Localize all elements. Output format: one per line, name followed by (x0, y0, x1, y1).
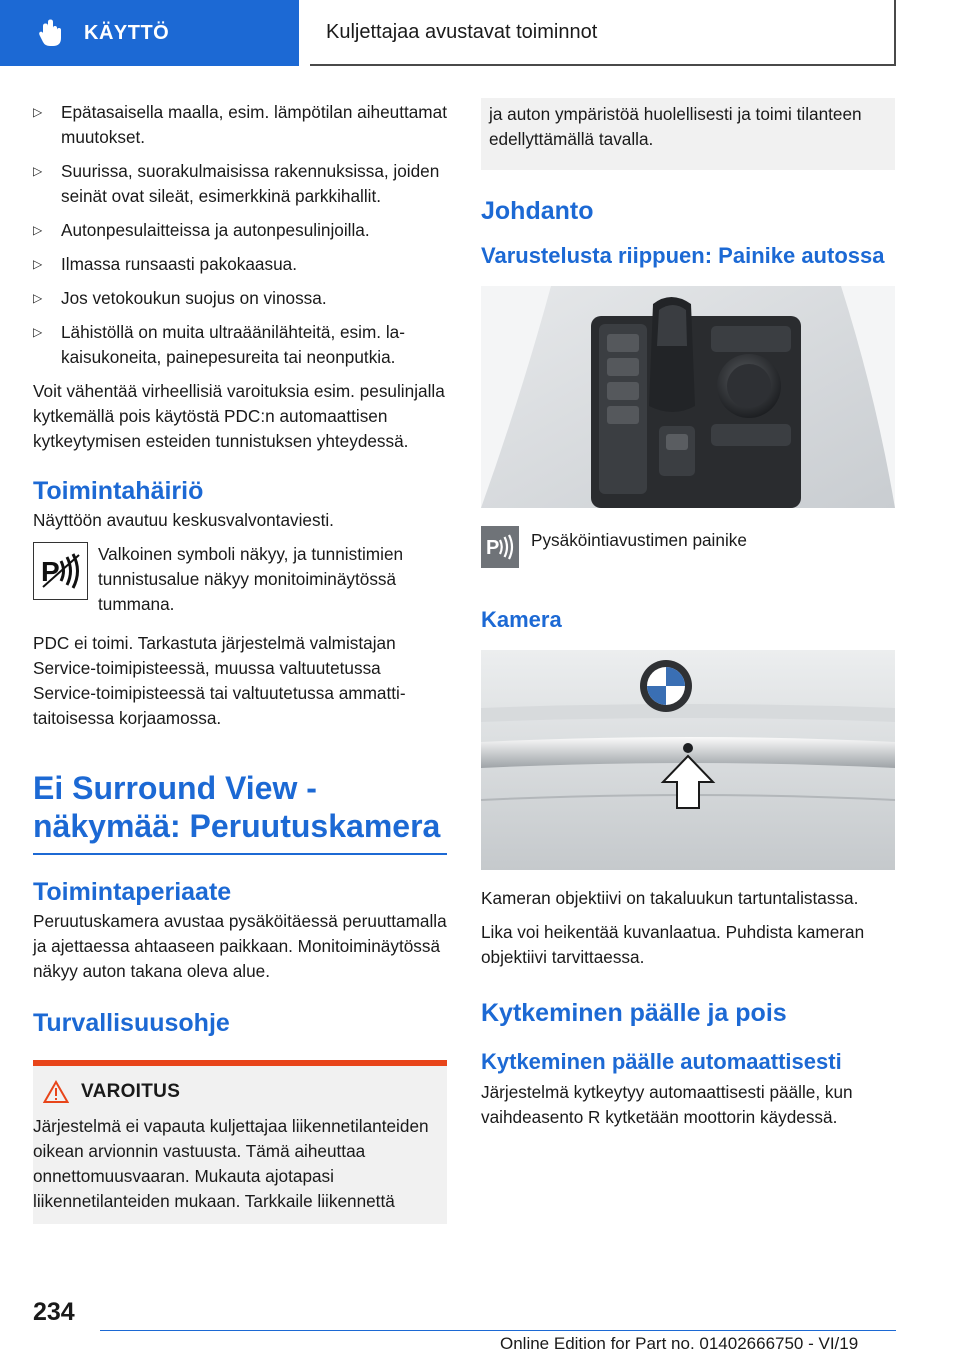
section-title: Kuljettajaa avustavat toiminnot (326, 20, 598, 43)
warning-triangle-icon (43, 1080, 69, 1104)
chapter-heading-block (33, 769, 447, 855)
button-caption: Pysäköintiavustimen painike (531, 530, 747, 550)
list-item: ▷ Jos vetokoukun suojus on vinossa. (33, 286, 447, 311)
paragraph-camera-location: Kameran objektiivi on takaluukun tartuntalistassa. (481, 888, 859, 908)
left-column (33, 100, 447, 1224)
rear-camera-photo (481, 650, 895, 870)
page-header (0, 0, 960, 66)
heading-principle: Toimintaperiaate (33, 878, 232, 906)
heading-safety: Turvallisuusohje (33, 1009, 230, 1037)
hand-pointer-icon (34, 16, 68, 50)
paragraph-camera-dirt: Lika voi heikentää kuvanlaatua. Puhdista kameran objektiivi tarvittaessa. (481, 922, 865, 967)
list-item: ▷ Ilmassa runsaasti pakokaasua. (33, 252, 447, 277)
list-item: ▷ Suurissa, suorakulmaisissa rakennuksissa, joiden seinät ovat sileät, esimerkkinä parkkihallit. (33, 159, 447, 209)
heading-auto-switch-on: Kytkeminen päälle automaattisesti (481, 1049, 842, 1074)
chapter-heading-line2: näkymää: Peruutuskamera (33, 808, 441, 844)
warning-title: VAROITUS (81, 1081, 181, 1102)
warning-continuation: ja auton ympäristöä huolellisesti ja toimi tilanteen edellyttämällä tavalla. (481, 98, 895, 170)
heading-button-in-car: Varustelusta riippuen: Painike autossa (481, 243, 885, 268)
list-item: ▷ Lähistöllä on muita ultraäänilähteitä, esim. lakaisukoneita, painepesureita tai neonputkia. (33, 320, 447, 370)
heading-switch-on-off: Kytkeminen päälle ja pois (481, 999, 787, 1027)
paragraph-principle: Peruutuskamera avustaa pysäköitäessä peruuttamalla ja ajettaessa ahtaaseen paikkaan. Monitoiminäytössä näkyy auton takana oleva alue. (33, 911, 447, 981)
pdc-symbol-row (33, 542, 447, 617)
pdc-warning-icon (33, 542, 88, 600)
edition-footer: Online Edition for Part no. 01402666750 - VI/19 (500, 1334, 859, 1353)
warning-header (33, 1080, 447, 1104)
chapter-heading-line1: Ei Surround View - (33, 770, 317, 806)
list-item: ▷ Autonpesulaitteissa ja autonpesulinjoilla. (33, 218, 447, 243)
page-number: 234 (33, 1298, 75, 1326)
warning-text: Järjestelmä ei vapauta kuljettajaa liikennetilanteiden oikean arvionnin vastuusta. Tämä aiheuttaa onnettomuusvaaran. Mukauta ajotapasi liikennetilanteiden mukaan. Tarkkaile liikennettä (33, 1116, 429, 1211)
center-console-photo (481, 286, 895, 508)
heading-malfunction: Toimintahäiriö (33, 477, 204, 505)
interference-list (33, 100, 447, 370)
list-item: ▷ Epätasaisella maalla, esim. lämpötilan aiheuttamat muutokset. (33, 100, 447, 150)
heading-camera: Kamera (481, 607, 562, 632)
chapter-tab-label: KÄYTTÖ (84, 21, 170, 44)
footer-divider (100, 1330, 896, 1331)
warning-box (33, 1060, 447, 1224)
right-column (481, 100, 895, 1139)
svg-text:P: P (40, 556, 60, 587)
paragraph-service: PDC ei toimi. Tarkastuta järjestelmä valmistajan Service-toimipisteessä, muussa valtuutetussa Service-toimipisteessä tai valtuutetussa ammattitaitoisessa korjaamossa. (33, 633, 406, 728)
heading-intro: Johdanto (481, 197, 594, 225)
parking-assist-button-icon (481, 526, 519, 568)
paragraph-false-warnings: Voit vähentää virheellisiä varoituksia esim. pesulinjalla kytkemällä pois käytöstä PDC:n automaattisen kytkeytymisen esteiden tunnistuksen yhteydessä. (33, 381, 445, 451)
symbol-description: Valkoinen symboli näkyy, ja tunnistimien tunnistusalue näkyy monitoiminäytössä tummana. (98, 544, 404, 614)
svg-text:P: P (486, 537, 500, 559)
paragraph-message: Näyttöön avautuu keskusvalvontaviesti. (33, 510, 334, 530)
paragraph-auto-switch-on: Järjestelmä kytkeytyy automaattisesti päälle, kun vaihdeasento R kytketään moottorin käydessä. (481, 1082, 853, 1127)
button-caption-row (481, 526, 895, 568)
section-header (310, 0, 896, 66)
chapter-tab[interactable] (0, 0, 299, 66)
